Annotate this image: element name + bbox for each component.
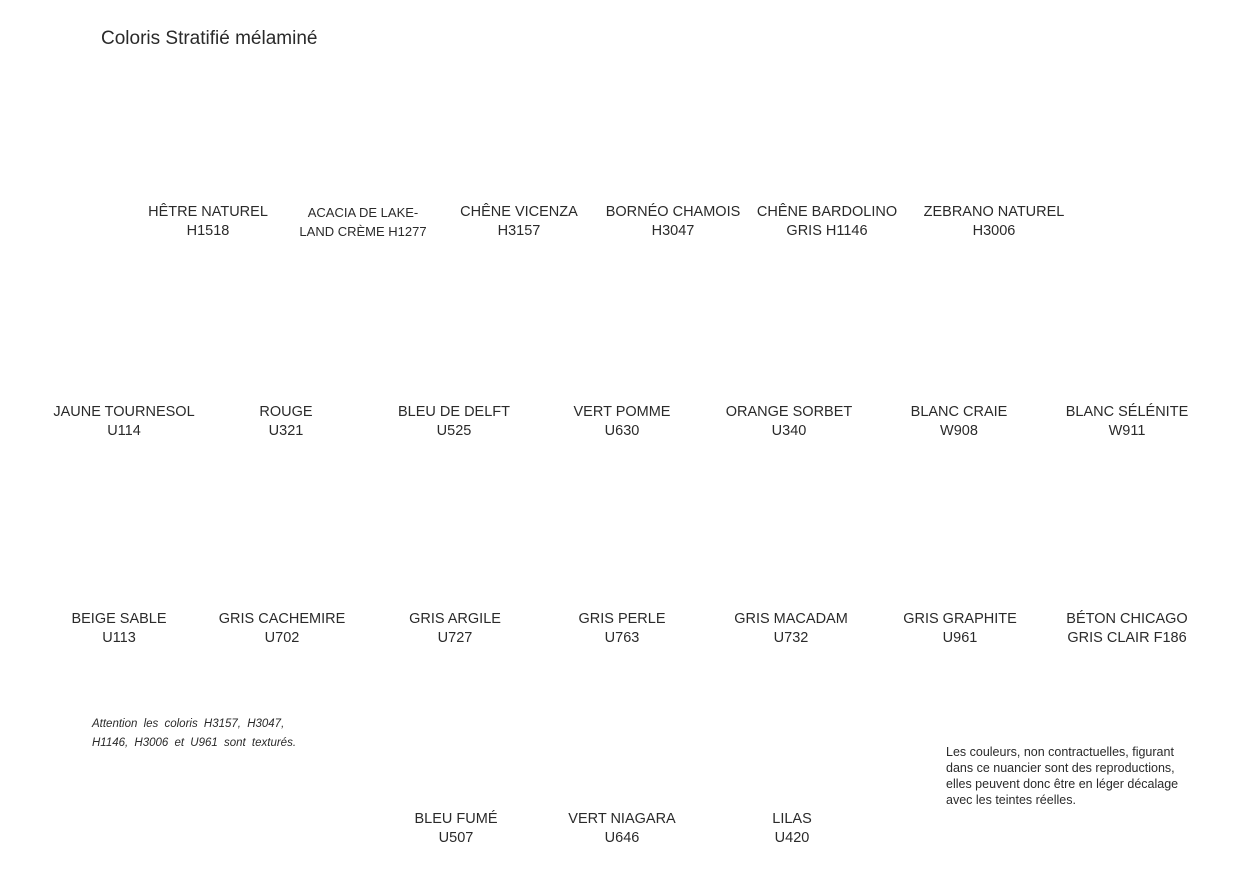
color-name: ACACIA DE LAKE- (307, 205, 419, 220)
color-code: W908 (940, 423, 978, 439)
color-code: U727 (437, 630, 473, 646)
color-code: LAND CRÈME H1277 (299, 224, 427, 239)
color-label-zebrano-naturel (924, 203, 1065, 241)
color-label-hetre-naturel (148, 203, 268, 241)
color-code: U702 (264, 630, 300, 646)
color-code: U646 (604, 830, 640, 846)
color-label-gris-cachemire (219, 610, 346, 648)
color-name: JAUNE TOURNESOL (53, 404, 195, 420)
color-name: ORANGE SORBET (725, 404, 853, 420)
page-title: Coloris Stratifié mélaminé (101, 28, 318, 49)
color-code: GRIS H1146 (786, 223, 868, 239)
color-name: LILAS (772, 811, 812, 827)
color-name: VERT POMME (573, 404, 671, 420)
color-code: U113 (102, 630, 136, 646)
color-label-jaune-tournesol (53, 403, 194, 441)
color-name: GRIS PERLE (578, 611, 666, 627)
color-label-vert-pomme (574, 403, 671, 441)
color-code: GRIS CLAIR F186 (1067, 630, 1187, 646)
color-code: U420 (774, 830, 810, 846)
color-code: U763 (604, 630, 640, 646)
color-label-blanc-craie (911, 403, 1008, 441)
color-label-borneo-chamois (606, 203, 741, 241)
color-label-lilas (772, 810, 812, 848)
color-name: BLANC CRAIE (910, 404, 1008, 420)
color-name: BÉTON CHICAGO (1066, 611, 1188, 627)
color-name: BORNÉO CHAMOIS (605, 204, 741, 220)
color-name: ZEBRANO NATUREL (923, 204, 1065, 220)
color-label-blanc-selenite (1066, 403, 1189, 441)
color-name: ROUGE (259, 404, 313, 420)
color-label-beige-sable (71, 610, 166, 648)
color-code: H3006 (972, 223, 1016, 239)
color-label-beton-chicago (1066, 610, 1187, 648)
color-label-orange-sorbet (726, 403, 853, 441)
color-label-gris-graphite (903, 610, 1017, 648)
color-code: U732 (773, 630, 809, 646)
color-code: U961 (942, 630, 978, 646)
color-code: U114 (107, 423, 141, 439)
color-name: GRIS ARGILE (409, 611, 501, 627)
color-name: CHÊNE VICENZA (460, 204, 578, 220)
color-name: CHÊNE BARDOLINO (756, 204, 898, 220)
color-name: VERT NIAGARA (568, 811, 676, 827)
color-code: U340 (771, 423, 807, 439)
color-name: BLANC SÉLÉNITE (1065, 404, 1189, 420)
color-label-rouge (259, 403, 312, 441)
color-code: H1518 (186, 223, 230, 239)
color-code: U525 (436, 423, 472, 439)
color-label-chene-vicenza (460, 203, 578, 241)
color-code: U321 (268, 423, 304, 439)
color-name: BEIGE SABLE (71, 611, 167, 627)
color-disclaimer: Les couleurs, non contractuelles, figurant dans ce nuancier sont des reproductions, elles peuvent donc être en léger décalage avec les teintes réelles. (946, 745, 1179, 807)
color-label-gris-argile (409, 610, 501, 648)
color-name: GRIS GRAPHITE (903, 611, 1017, 627)
texture-note: Attention les coloris H3157, H3047, H1146, H3006 et U961 sont texturés. (92, 718, 297, 749)
color-label-bleu-de-delft (398, 403, 510, 441)
color-name: BLEU DE DELFT (398, 404, 510, 420)
color-label-gris-perle (578, 610, 665, 648)
color-name: GRIS MACADAM (734, 611, 848, 627)
color-label-chene-bardolino (757, 203, 897, 241)
color-label-bleu-fume (415, 810, 498, 848)
color-code: H3047 (651, 223, 695, 239)
color-label-acacia (299, 203, 426, 241)
color-label-gris-macadam (734, 610, 848, 648)
color-code: U507 (438, 830, 474, 846)
color-name: BLEU FUMÉ (414, 811, 498, 827)
color-label-vert-niagara (568, 810, 675, 848)
color-code: H3157 (497, 223, 541, 239)
color-code: W911 (1108, 423, 1146, 439)
color-name: HÊTRE NATUREL (148, 204, 268, 220)
color-name: GRIS CACHEMIRE (218, 611, 346, 627)
color-code: U630 (604, 423, 640, 439)
